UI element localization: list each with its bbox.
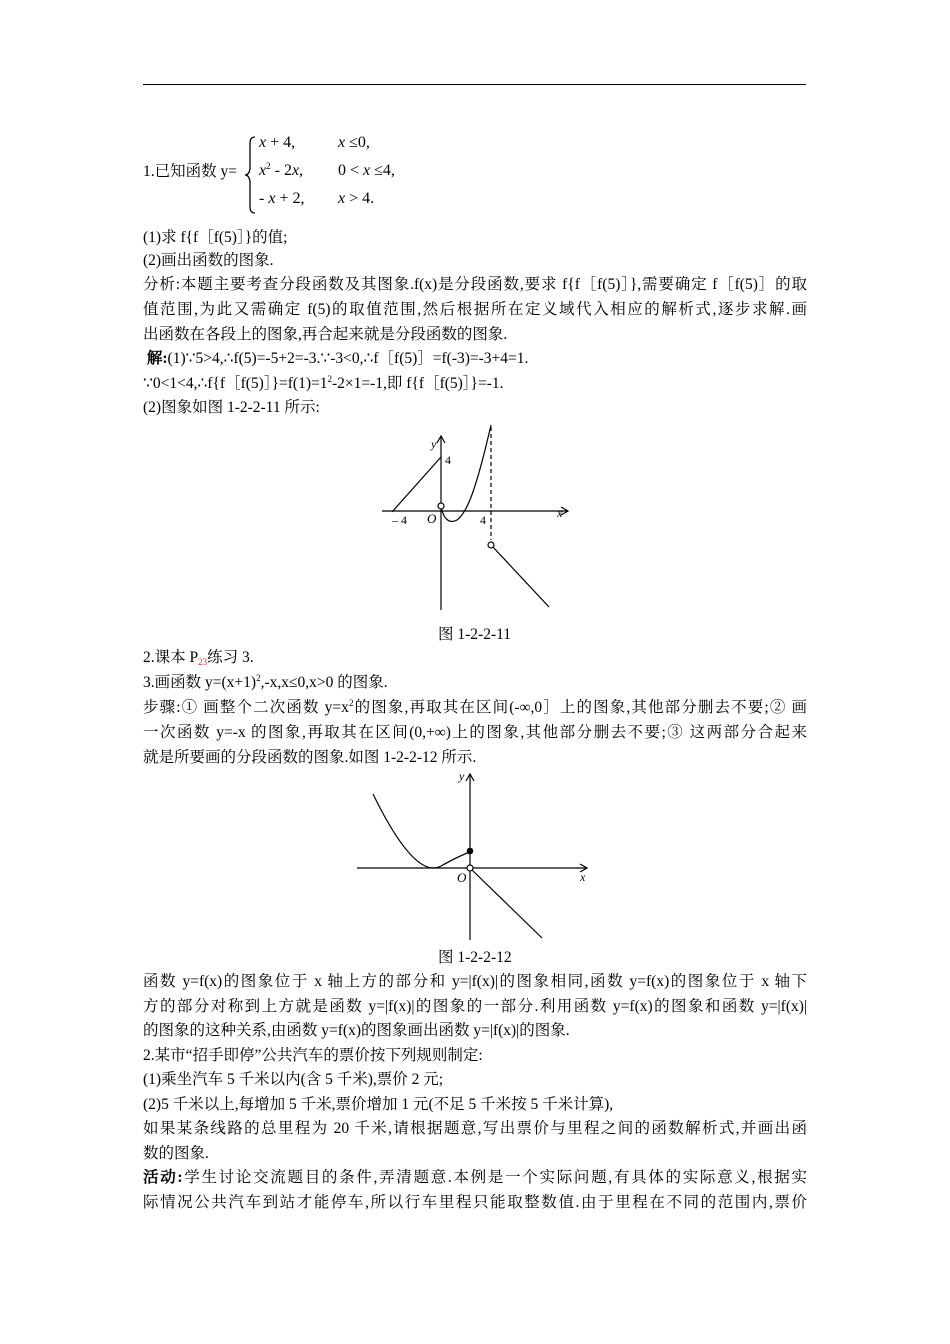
parabola-segment	[373, 794, 470, 868]
text-line: 际情况公共汽车到站才能停车,所以行车里程只能取整数值.由于里程在不同的范围内,票价	[143, 1194, 807, 1211]
segment-line-left	[392, 457, 441, 512]
case1-expr: x + 4,	[259, 134, 296, 151]
superscript: 2	[348, 698, 354, 708]
text-line: 分析:本题主要考查分段函数及其图象.f(x)是分段函数,要求 f{f［f(5)］},需要确定 f［f(5)］的取	[143, 276, 807, 293]
axis-label-y: y	[459, 770, 465, 783]
text-span: -2×1=-1,即 f{f［f(5)］}=-1.	[332, 375, 504, 392]
text-span: ,-x,x≤0,x>0 的图象.	[260, 674, 388, 691]
text-line	[143, 647, 807, 673]
text-line: (2)画出函数的图象.	[143, 252, 274, 269]
tick-label-4-y: 4	[445, 453, 451, 467]
activity-text: 学生讨论交流题目的条件,弄清题意.本例是一个实际问题,有具体的实际意义,根据实	[182, 1169, 807, 1186]
text-line: 的图象的这种关系,由函数 y=f(x)的图象画出函数 y=|f(x)|的图象.	[143, 1022, 570, 1039]
superscript: 2	[256, 673, 261, 683]
line-segment	[471, 869, 542, 938]
text-span: ∵0<1<4,∴f{f［f(5)］}=f(1)=1	[143, 375, 328, 392]
text-line: (2)图象如图 1-2-2-11 所示:	[143, 399, 320, 416]
figure-1-2-2-12	[355, 770, 595, 942]
problem1-label: 1.已知函数 y=	[143, 163, 237, 180]
figure-1-2-2-11	[372, 420, 582, 616]
case3-expr: - x + 2,	[259, 190, 305, 207]
figure2-caption: 图 1-2-2-12	[438, 949, 512, 966]
case1-cond: x ≤0,	[338, 134, 370, 151]
axis-label-x: x	[557, 506, 563, 520]
figure1-caption: 图 1-2-2-11	[438, 626, 512, 643]
text-line: 2.某市“招手即停”公共汽车的票价按下列规则制定:	[143, 1047, 483, 1064]
text-line: 值范围,为此又需确定 f(5)的取值范围,然后根据所在定义域代入相应的解析式,逐步求解.画	[143, 301, 807, 318]
text-span: 2.课本 P	[143, 649, 199, 666]
tick-label-neg4: – 4	[392, 513, 407, 527]
activity-label: 活动:	[143, 1169, 183, 1186]
text-line	[143, 348, 807, 370]
superscript: 2	[327, 374, 332, 384]
text-line: 就是所要画的分段函数的图象.如图 1-2-2-12 所示.	[143, 749, 477, 766]
text-line: 如果某条线路的总里程为 20 千米,请根据题意,写出票价与里程之间的函数解析式,并画出函	[143, 1120, 807, 1137]
text-line	[143, 373, 807, 395]
text-line: 出函数在各段上的图象,再合起来就是分段函数的图象.	[143, 326, 508, 343]
text-line: (2)5 千米以上,每增加 5 千米,票价增加 1 元(不足 5 千米按 5 千米计算),	[143, 1096, 614, 1113]
text-line	[143, 672, 807, 694]
left-brace-icon	[243, 135, 257, 215]
segment-line-right	[493, 547, 549, 607]
solution-text: (1)∵5>4,∴f(5)=-5+2=-3.∵-3<0,∴f［f(5)］=f(-3)=-3+4=1.	[167, 350, 529, 367]
text-line: (1)乘坐汽车 5 千米以内(含 5 千米),票价 2 元;	[143, 1071, 444, 1088]
closed-point	[467, 848, 474, 855]
origin-label: O	[457, 870, 467, 885]
text-span: 步骤:① 画整个二次函数 y=x	[143, 699, 349, 716]
axis-label-y: y	[431, 437, 437, 451]
origin-label: O	[427, 511, 437, 526]
text-line: (1)求 f{f［f(5)］}的值;	[143, 229, 288, 246]
axis-label-x: x	[580, 870, 586, 884]
open-point	[488, 542, 494, 548]
piecewise-function	[143, 132, 463, 216]
text-line: 一次函数 y=-x 的图象,再取其在区间(0,+∞)上的图象,其他部分删去不要;③ 这两部分合起来	[143, 724, 807, 741]
case3-cond: x > 4.	[338, 190, 375, 207]
text-line	[143, 697, 807, 719]
solution-label: 解:	[146, 350, 168, 367]
header-rule	[143, 84, 806, 85]
text-span: 练习 3.	[207, 649, 254, 666]
open-point-origin	[438, 503, 444, 509]
text-line	[143, 1167, 807, 1189]
text-span: 3.画函数 y=(x+1)	[143, 674, 257, 691]
text-line: 函数 y=f(x)的图象位于 x 轴上方的部分和 y=|f(x)|的图象相同,函数 y=f(x)的图象位于 x 轴下	[143, 973, 807, 990]
parabola-segment	[441, 425, 491, 521]
text-line: 数的图象.	[143, 1145, 209, 1162]
text-line: 方的部分对称到上方就是函数 y=|f(x)|的图象的一部分.利用函数 y=f(x)的图象和函数 y=|f(x)|	[143, 998, 807, 1015]
case2-cond: 0 < x ≤4,	[338, 162, 395, 179]
text-span: 的图象,再取其在区间(-∞,0］上的图象,其他部分删去不要;② 画	[353, 699, 807, 716]
tick-label-4-x: 4	[480, 513, 486, 527]
open-point-origin	[467, 865, 473, 871]
page-ref-subscript: 23	[198, 657, 208, 667]
case2-expr: $x^2 - 2x$,	[259, 161, 304, 179]
